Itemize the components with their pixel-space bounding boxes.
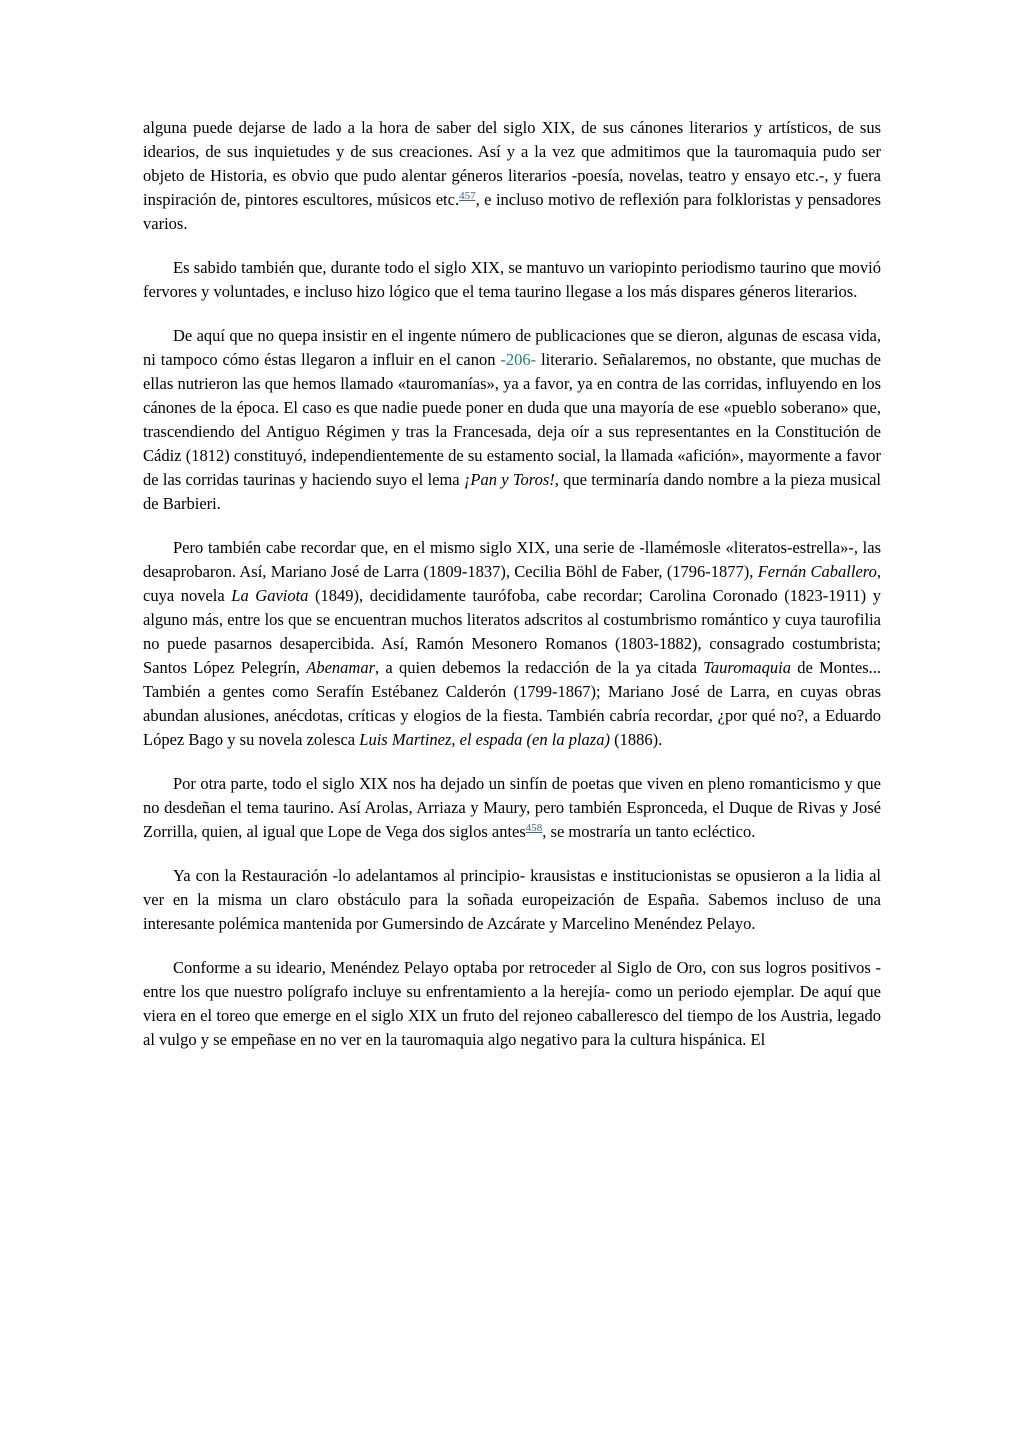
text-run: , cuya novela [143, 562, 881, 605]
paragraph [143, 324, 881, 516]
text-run: (1849), decididamente taurófoba, cabe recordar; Carolina Coronado (1823-1911) y alguno más, entre los que se encuentran muchos literatos adscritos al costumbrismo romántico y cuya taurofilia no puede pasarnos desapercibida. Así, Ramón Mesonero Romanos (1803-1882), consagrado costumbrista; Santos López Pelegrín, [143, 586, 881, 677]
text-run: , e incluso motivo de reflexión para folkloristas y pensadores varios. [143, 190, 882, 233]
paragraph [143, 256, 881, 304]
text-run: De aquí que no quepa insistir en el ingente número de publicaciones que se dieron, algunas de escasa vida, ni tampoco cómo éstas llegaron a influir en el canon [143, 326, 881, 369]
page-number-206-link[interactable]: -206- [500, 350, 537, 369]
text-run: Conforme a su ideario, Menéndez Pelayo optaba por retroceder al Siglo de Oro, con sus logros positivos -entre los que nuestro polígrafo incluye su enfrentamiento a la herejía- como un periodo ejemplar. De aquí que viera en el toreo que emerge en el siglo XIX un fruto del rejoneo caballeresco del tiempo de los Austria, legado al vulgo y se empeñase en no ver en la tauromaquia algo negativo para la cultura hispánica. El [143, 958, 881, 1049]
text-run: , se mostraría un tanto ecléctico. [542, 822, 756, 841]
text-run: , a quien debemos la redacción de la ya citada [375, 658, 704, 677]
text-run: , que terminaría dando nombre a la pieza musical de Barbieri. [143, 470, 881, 513]
text-run: (1886). [609, 730, 663, 749]
paragraph [143, 864, 881, 936]
work-title: ¡Pan y Toros! [463, 470, 555, 489]
text-run: Es sabido también que, durante todo el siglo XIX, se mantuvo un variopinto periodismo taurino que movió fervores y voluntades, e incluso hizo lógico que el tema taurino llegase a los más dispares géneros literarios. [143, 258, 881, 301]
text-run: de Montes... También a gentes como Serafín Estébanez Calderón (1799-1867); Mariano José de Larra, en cuyas obras abundan alusiones, anécdotas, críticas y elogios de la fiesta. También cabría recordar, ¿por qué no?, a Eduardo López Bago y su novela zolesca [143, 658, 882, 749]
paragraph [143, 536, 881, 752]
author-pseudonym: Fernán Caballero [757, 562, 877, 581]
paragraph [143, 772, 881, 844]
footnote-ref-458-link[interactable]: 458 [525, 822, 543, 834]
text-run: alguna puede dejarse de lado a la hora de saber del siglo XIX, de sus cánones literarios y artísticos, de sus idearios, de sus inquietudes y de sus creaciones. Así y a la vez que admitimos que la tauromaquia pudo ser objeto de Historia, es obvio que pudo alentar géneros literarios -poesía, novelas, teatro y ensayo etc.-, y fuera inspiración de, pintores escultores, músicos etc. [143, 118, 881, 209]
work-title: Tauromaquia [703, 658, 791, 677]
work-title: Luis Martinez, el espada (en la plaza) [359, 730, 610, 749]
text-run: Por otra parte, todo el siglo XIX nos ha dejado un sinfín de poetas que viven en pleno romanticismo y que no desdeñan el tema taurino. Así Arolas, Arriaza y Maury, pero también Espronceda, el Duque de Rivas y José Zorrilla, quien, al igual que Lope de Vega dos siglos antes [143, 774, 881, 841]
document-text-block [143, 116, 881, 1052]
work-title: La Gaviota [231, 586, 309, 605]
text-run: Ya con la Restauración -lo adelantamos al principio- krausistas e institucionistas se opusieron a la lidia al ver en la misma un claro obstáculo para la soñada europeización de España. Sabemos incluso de una interesante polémica mantenida por Gumersindo de Azcárate y Marcelino Menéndez Pelayo. [143, 866, 881, 933]
footnote-ref-457-link[interactable]: 457 [459, 190, 476, 202]
author-pseudonym: Abenamar [306, 658, 375, 677]
paragraph [143, 956, 881, 1052]
paragraph [143, 116, 881, 236]
text-run: Pero también cabe recordar que, en el mismo siglo XIX, una serie de -llamémosle «literatos-estrella»-, las desaprobaron. Así, Mariano José de Larra (1809-1837), Cecilia Böhl de Faber, (1796-1877), [143, 538, 881, 581]
text-run: literario. Señalaremos, no obstante, que muchas de ellas nutrieron las que hemos llamado «tauromanías», ya a favor, ya en contra de las corridas, influyendo en los cánones de la época. El caso es que nadie puede poner en duda que una mayoría de ese «pueblo soberano» que, trascendiendo del Antiguo Régimen y tras la Francesada, deja oír a sus representantes en la Constitución de Cádiz (1812) constituyó, independientemente de su estamento social, la llamada «afición», mayormente a favor de las corridas taurinas y haciendo suyo el lema [143, 350, 881, 489]
